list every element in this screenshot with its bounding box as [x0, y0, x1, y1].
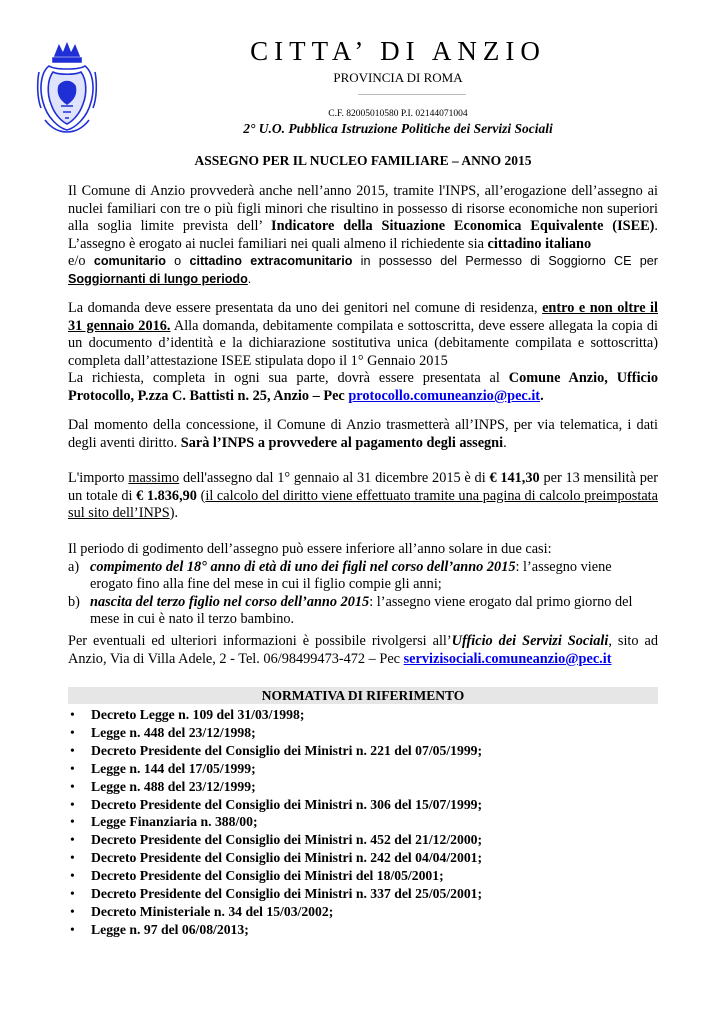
normativa-item [68, 706, 658, 724]
normativa-item [68, 831, 658, 849]
text-run: L'importo [68, 470, 129, 486]
protocol-pec-link[interactable]: protocollo.comuneanzio@pec.it [348, 387, 541, 404]
bullet-icon: • [70, 778, 75, 794]
monthly-amount: € 141,30 [489, 470, 540, 486]
long-term-residents-label: Soggiornanti di lungo periodo [68, 271, 248, 286]
paragraph-eligibility [68, 183, 658, 289]
bullet-icon: • [70, 742, 75, 758]
max-label: massimo [128, 470, 180, 486]
text-run: Il Comune di Anzio provvederà anche nell’anno 2015, tramite l'INPS, all’erogazione dell’assegno ai nuclei familiari con tre o più figli minori che risultino in possesso di risorse economiche non superiori alla soglia limite prevista dell’ [68, 183, 658, 235]
normativa-item [68, 724, 658, 742]
normativa-list [68, 706, 658, 939]
list-item [68, 559, 658, 594]
normativa-item-text: Legge n. 488 del 23/12/1999; [91, 778, 256, 794]
bullet-icon: • [70, 886, 75, 902]
non-eu-citizen-label: cittadino extracomunitario [189, 254, 353, 269]
text-run: . [540, 387, 544, 404]
bullet-icon: • [70, 850, 75, 866]
document-heading: ASSEGNO PER IL NUCLEO FAMILIARE – ANNO 2015 [194, 153, 532, 168]
text-run: . [503, 434, 507, 451]
bullet-icon: • [70, 832, 75, 848]
italian-citizen-label: cittadino italiano [487, 235, 592, 252]
calculation-note: il calcolo del diritto viene effettuato tramite una pagina di calcolo preimpostata sul sito dell’INPS [68, 487, 658, 522]
normativa-item-text: Decreto Presidente del Consiglio dei Ministri del 18/05/2001; [91, 868, 444, 884]
normativa-item [68, 813, 658, 831]
text-run: dell'assegno dal 1° gennaio al 31 dicembre 2015 è di [179, 470, 490, 486]
list-marker: b) [68, 593, 80, 610]
text-run: in possesso del Permesso di Soggiorno CE per [352, 254, 658, 269]
normativa-item [68, 796, 658, 814]
normativa-heading: NORMATIVA DI RIFERIMENTO [68, 687, 658, 704]
text-run: ( [196, 487, 206, 504]
normativa-item [68, 867, 658, 885]
case-title: nascita del terzo figlio nel corso dell’anno 2015 [90, 593, 370, 610]
normativa-item-text: Decreto Presidente del Consiglio dei Ministri n. 337 del 25/05/2001; [91, 886, 483, 902]
list-item [68, 594, 658, 629]
text-run: o [165, 254, 190, 269]
office-name: 2° U.O. Pubblica Istruzione Politiche dei Servizi Sociali [243, 121, 553, 136]
isee-label: Indicatore della Situazione Economica Equivalente (ISEE) [271, 218, 655, 235]
normativa-item-text: Decreto Presidente del Consiglio dei Ministri n. 306 del 15/07/1999; [91, 796, 483, 812]
social-services-pec-link[interactable]: servizisociali.comuneanzio@pec.it [403, 650, 612, 667]
social-services-office: Ufficio dei Servizi Sociali [451, 633, 609, 649]
bullet-icon: • [70, 724, 75, 740]
bullet-icon: • [70, 707, 75, 722]
paragraph-contacts [68, 633, 658, 668]
list-intro: Il periodo di godimento dell’assegno può essere inferiore all’anno solare in due casi: [68, 541, 552, 557]
text-run: . [247, 271, 252, 286]
normativa-item-text: Decreto Ministeriale n. 34 del 15/03/2002; [91, 903, 334, 919]
text-run: La domanda deve essere presentata da uno dei genitori nel comune di residenza, [68, 300, 543, 316]
bullet-icon: • [70, 921, 75, 937]
header-divider [358, 94, 466, 95]
normativa-item [68, 742, 658, 760]
text-run: Per eventuali ed ulteriori informazioni è possibile rivolgersi all’ [68, 633, 452, 649]
paragraph-amount [68, 470, 658, 523]
total-amount: € 1.836,90 [136, 487, 197, 504]
eu-citizen-label: comunitario [93, 254, 166, 269]
normativa-item [68, 903, 658, 921]
normativa-item [68, 849, 658, 867]
text-run: . L’assegno è erogato ai nuclei familiari nei quali almeno il richiedente sia [68, 218, 658, 252]
list-marker: a) [68, 558, 80, 575]
normativa-item-text: Decreto Presidente del Consiglio dei Ministri n. 242 del 04/04/2001; [91, 850, 483, 866]
deadline-text: entro e non oltre il 31 gennaio 2016. [68, 300, 658, 334]
normativa-item-text: Decreto Presidente del Consiglio dei Ministri n. 221 del 07/05/1999; [91, 742, 483, 758]
normativa-item [68, 778, 658, 796]
paragraph-inps [68, 417, 658, 452]
text-run: , sito ad Anzio, Via di Villa Adele, 2 - Tel. 06/98499473-472 – Pec [68, 633, 659, 667]
text-run: ). [169, 505, 179, 522]
text-run: Alla domanda, debitamente compilata e sottoscritta, deve essere allegata la copia di un documento d’identità e la dichiarazione sostitutiva unica (debitamente compilata e sottoscritta) completa dall’attestazione ISEE stipulata dopo il 1° Gennaio 2015 [68, 317, 658, 369]
normativa-item-text: Legge n. 448 del 23/12/1998; [91, 724, 256, 740]
bullet-icon: • [70, 814, 75, 830]
normativa-item-text: Legge n. 97 del 06/08/2013; [91, 921, 249, 937]
normativa-item [68, 921, 658, 939]
text-run: La richiesta, completa in ogni sua parte, dovrà essere presentata al [68, 370, 509, 387]
normativa-item-text: Decreto Presidente del Consiglio dei Ministri n. 452 del 21/12/2000; [91, 832, 483, 848]
case-text: : l’assegno viene erogato fino alla fine del mese in cui il figlio compie gli anni; [90, 558, 612, 593]
province-subtitle: PROVINCIA DI ROMA [333, 70, 463, 85]
bullet-icon: • [70, 868, 75, 884]
case-text: : l’assegno viene erogato dal primo giorno del mese in cui è nato il terzo bambino. [90, 593, 633, 628]
bullet-icon: • [70, 903, 75, 919]
normativa-item-text: Decreto Legge n. 109 del 31/03/1998; [91, 707, 305, 722]
reduced-period-list [68, 541, 658, 629]
normativa-item-text: Legge Finanziaria n. 388/00; [91, 814, 258, 830]
bullet-icon: • [70, 760, 75, 776]
paragraph-application [68, 300, 658, 406]
text-run: Dal momento della concessione, il Comune di Anzio trasmetterà all’INPS, per via telematica, i dati degli aventi diritto. [68, 417, 658, 451]
text-run: per 13 mensilità per un totale di [68, 470, 658, 504]
normativa-item [68, 760, 658, 778]
protocol-office: Comune Anzio, Ufficio Protocollo, P.zza C. Battisti n. 25, Anzio – Pec [68, 370, 659, 404]
inps-payment-text: Sarà l’INPS a provvedere al pagamento degli assegni [180, 434, 504, 451]
fiscal-codes: C.F. 82005010580 P.I. 02144071004 [328, 109, 468, 119]
bullet-icon: • [70, 796, 75, 812]
text-run: e/o [68, 253, 94, 270]
municipality-title: CITTA’ DI ANZIO [250, 36, 546, 66]
case-title: compimento del 18° anno di età di uno dei figli nel corso dell’anno 2015 [90, 558, 516, 575]
normativa-item [68, 885, 658, 903]
normativa-item-text: Legge n. 144 del 17/05/1999; [91, 760, 256, 776]
